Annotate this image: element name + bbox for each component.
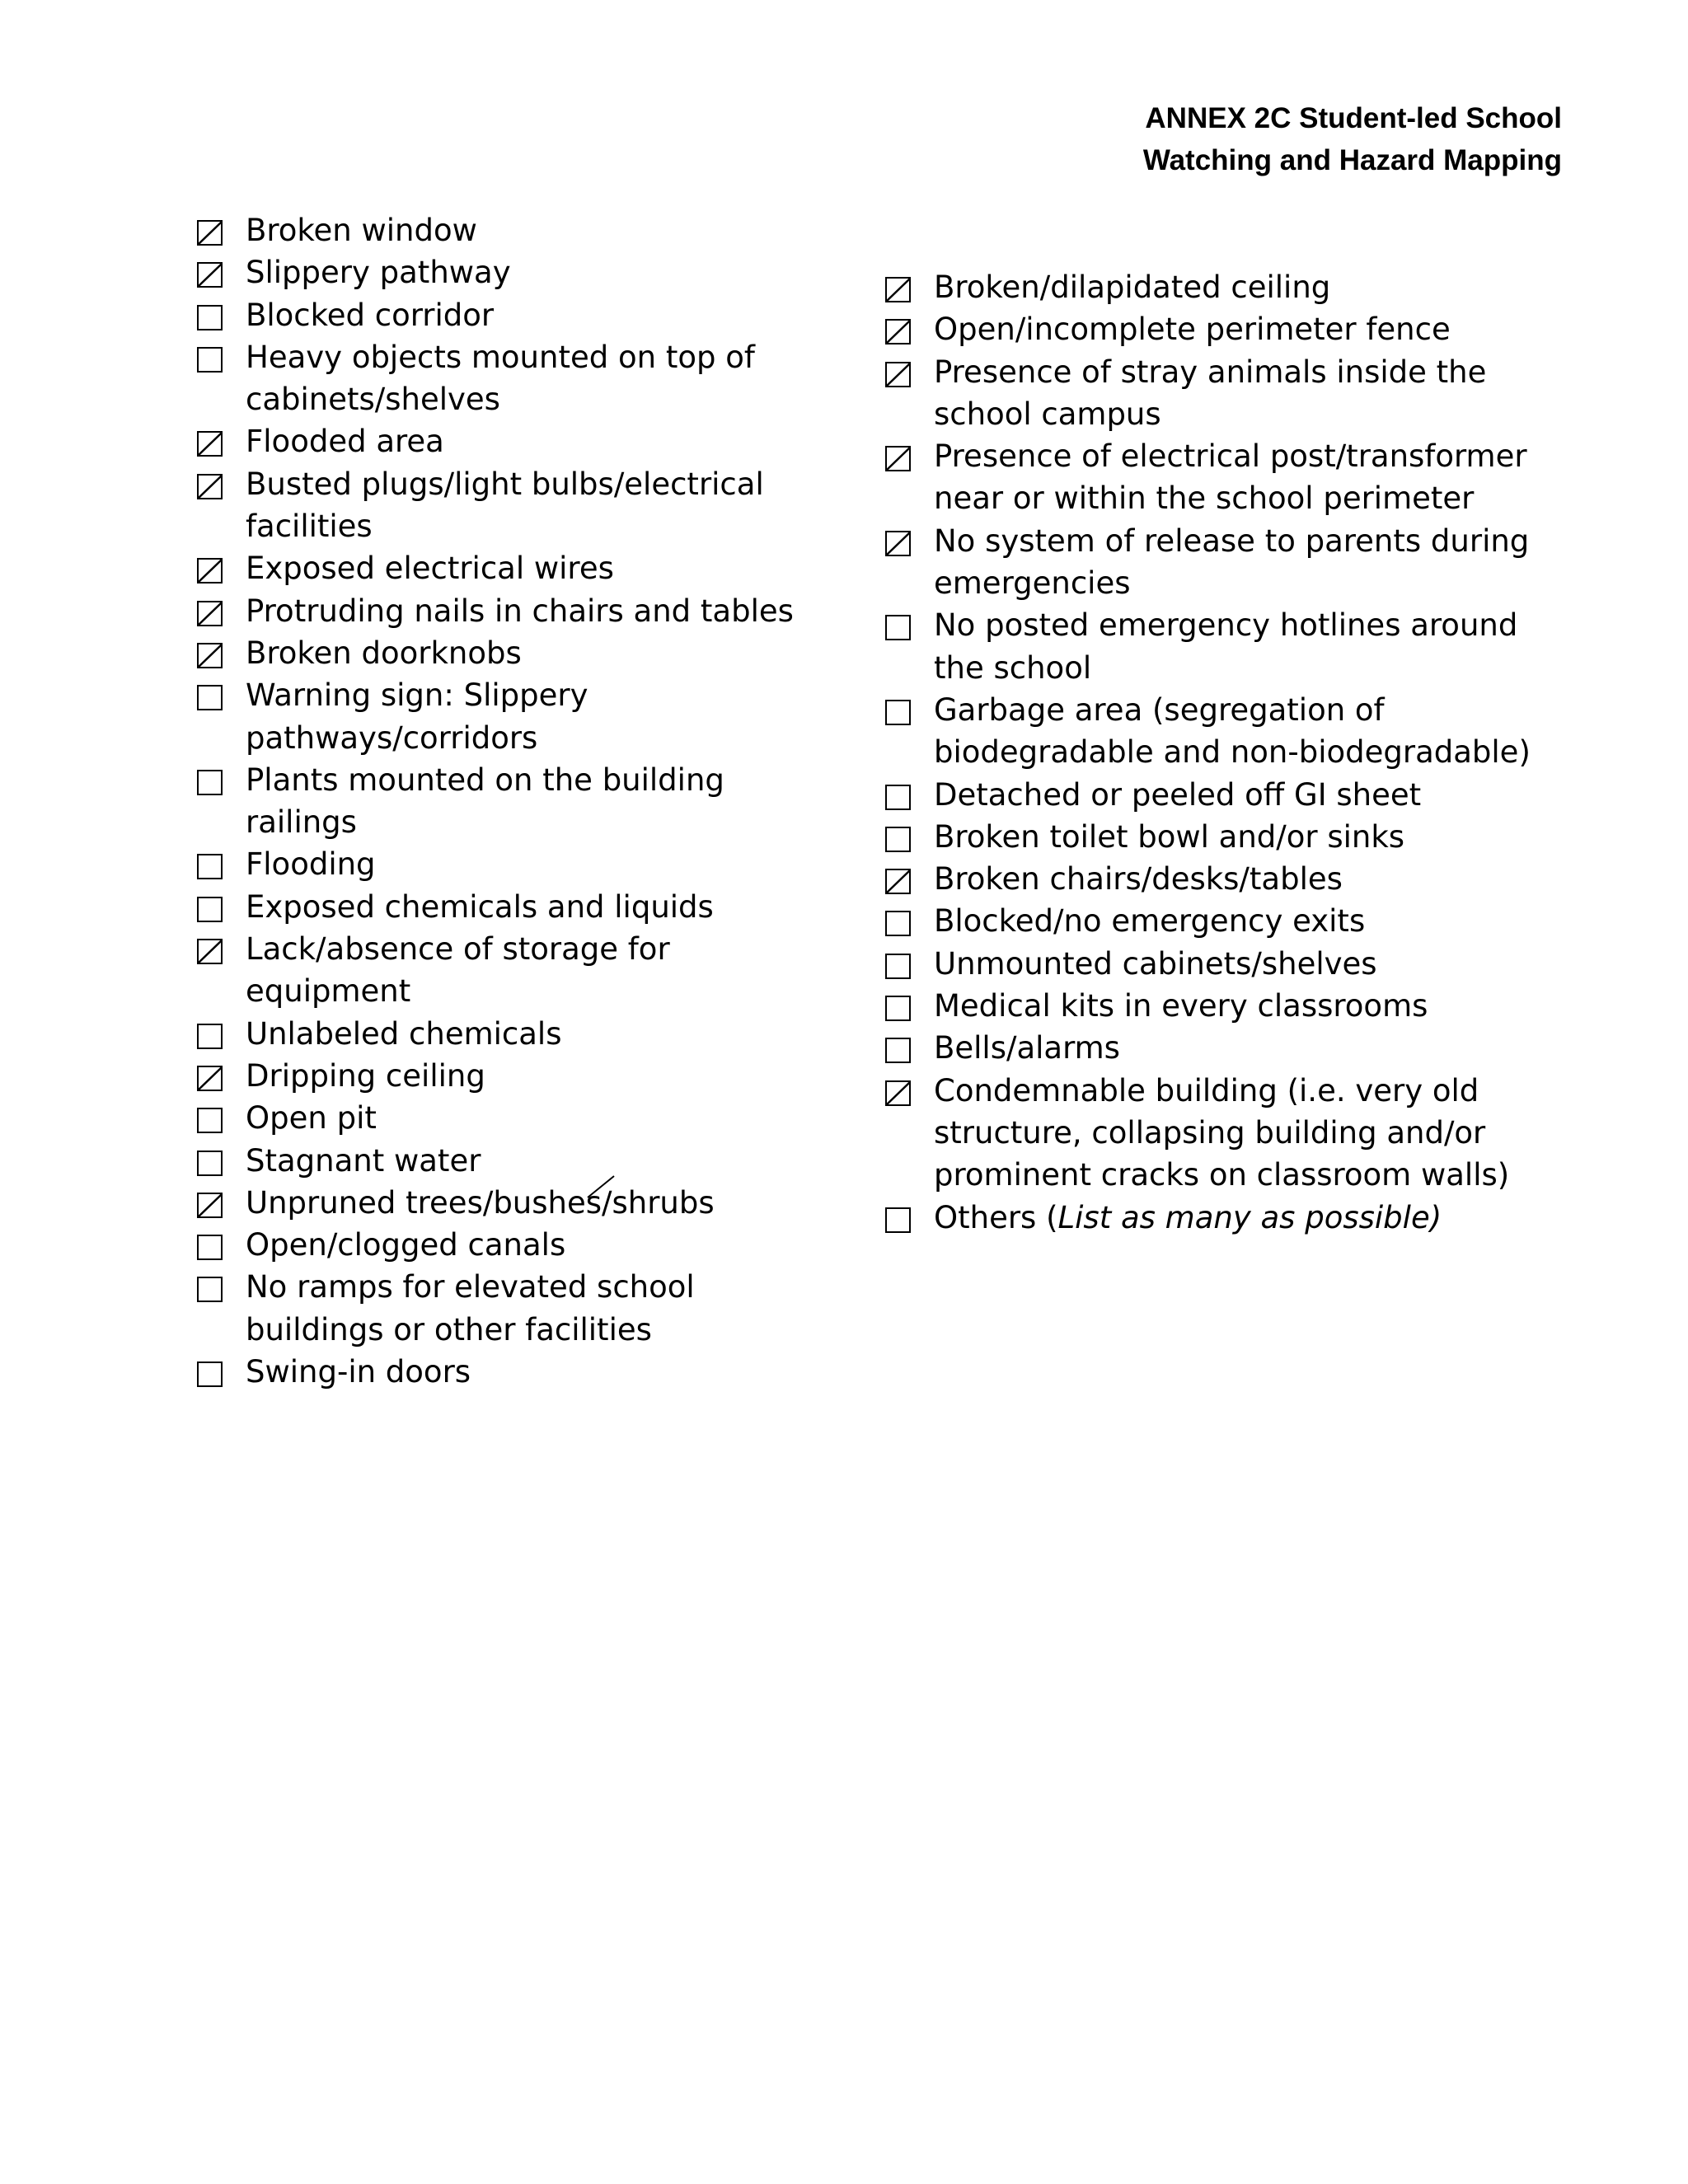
checklist-item-bells-alarms (884, 1027, 1559, 1069)
checklist-item-busted-plugs-light-bulbs-electrical-faci (195, 463, 838, 548)
empty-checkbox-icon[interactable] (197, 685, 223, 710)
empty-checkbox-icon[interactable] (885, 1207, 911, 1233)
checklist-item-label: Warning sign: Slippery pathways/corridors (246, 677, 588, 756)
header-line-2: Watching and Hazard Mapping (1142, 144, 1562, 176)
checklist-item-label: Unpruned trees/bushes/shrubs (246, 1184, 715, 1221)
check-slash-icon (196, 938, 223, 965)
checklist-item-garbage-area-segregation-of-biodegradabl (884, 689, 1559, 774)
check-slash-icon (884, 276, 912, 303)
checklist-item-unmounted-cabinets-shelves (884, 943, 1559, 985)
checklist-item-no-system-of-release-to-parents-during-e (884, 520, 1559, 605)
header-line-1: ANNEX 2C Student-led School (1145, 102, 1562, 134)
checklist-item-label: Stagnant water (246, 1142, 481, 1179)
checklist-item-condemnable-building-i-e-very-old-struct (884, 1070, 1559, 1197)
check-slash-icon (196, 642, 223, 669)
empty-checkbox-icon[interactable] (885, 785, 911, 810)
checklist-item-label-italic: List as many as possible) (1057, 1199, 1442, 1235)
checklist-item-blocked-corridor (195, 294, 838, 336)
checklist-item-no-ramps-for-elevated-school-buildings-o (195, 1266, 838, 1351)
checklist-item-detached-or-peeled-off-gi-sheet (884, 774, 1559, 816)
checked-checkbox-icon[interactable] (197, 431, 223, 457)
checklist-item-label: Presence of stray animals inside the school campus (934, 354, 1487, 432)
checklist-item-label: Condemnable building (i.e. very old structure, collapsing building and/or prominent cracks on classroom walls) (934, 1072, 1510, 1193)
checklist-item-label: Medical kits in every classrooms (934, 988, 1428, 1024)
checked-checkbox-icon[interactable] (197, 558, 223, 583)
empty-checkbox-icon[interactable] (197, 347, 223, 373)
checklist-item-label: Open pit (246, 1100, 377, 1137)
checklist-item-blocked-no-emergency-exits (884, 900, 1559, 942)
check-slash-icon (884, 530, 912, 557)
check-slash-icon (884, 445, 912, 472)
checklist-item-label: Presence of electrical post/transformer near or within the school perimeter (934, 438, 1527, 517)
checklist-item-label: Dripping ceiling (246, 1057, 485, 1094)
checklist-item-label: Plants mounted on the building railings (246, 762, 724, 841)
check-slash-icon (196, 1065, 223, 1092)
checked-checkbox-icon[interactable] (885, 1080, 911, 1106)
checklist-item-label: No system of release to parents during emergencies (934, 523, 1530, 602)
checklist-item-exposed-electrical-wires (195, 547, 838, 589)
check-slash-icon (884, 1080, 912, 1107)
checked-checkbox-icon[interactable] (197, 601, 223, 626)
checklist-item-stagnant-water (195, 1140, 838, 1182)
checklist-item-label: Busted plugs/light bulbs/electrical facilities (246, 466, 764, 545)
checklist-item-label: Exposed electrical wires (246, 551, 614, 587)
checked-checkbox-icon[interactable] (885, 362, 911, 387)
checklist-item-heavy-objects-mounted-on-top-of-cabinets (195, 336, 838, 421)
checklist-item-label: Broken doorknobs (246, 635, 522, 671)
stray-pen-mark (587, 1175, 615, 1198)
checked-checkbox-icon[interactable] (197, 939, 223, 964)
check-slash-icon (196, 600, 223, 627)
check-slash-icon (884, 868, 912, 895)
empty-checkbox-icon[interactable] (197, 1024, 223, 1049)
checklist-item-protruding-nails-in-chairs-and-tables (195, 590, 838, 632)
check-slash-icon (196, 1192, 223, 1219)
checklist-item-broken-window (195, 209, 838, 251)
empty-checkbox-icon[interactable] (885, 615, 911, 640)
checked-checkbox-icon[interactable] (197, 262, 223, 288)
check-slash-icon (196, 473, 223, 500)
checklist-item-label: Blocked corridor (246, 297, 495, 333)
checklist-item-label: Swing-in doors (246, 1354, 471, 1390)
checklist-item-broken-toilet-bowl-and-or-sinks (884, 816, 1559, 858)
empty-checkbox-icon[interactable] (885, 700, 911, 725)
empty-checkbox-icon[interactable] (197, 897, 223, 922)
check-slash-icon (884, 361, 912, 388)
checklist-item-flooded-area (195, 420, 838, 462)
checklist-item-broken-dilapidated-ceiling (884, 266, 1559, 308)
checklist-item-label: Flooded area (246, 424, 444, 460)
empty-checkbox-icon[interactable] (197, 1235, 223, 1260)
empty-checkbox-icon[interactable] (197, 1151, 223, 1176)
checked-checkbox-icon[interactable] (197, 220, 223, 246)
checklist-item-flooding (195, 843, 838, 885)
checklist-item-medical-kits-in-every-classrooms (884, 985, 1559, 1027)
checklist-item-label: Unlabeled chemicals (246, 1015, 562, 1052)
checklist-item-label: Bells/alarms (934, 1030, 1120, 1066)
check-slash-icon (884, 318, 912, 345)
empty-checkbox-icon[interactable] (197, 1361, 223, 1387)
checklist-item-label: Heavy objects mounted on top of cabinets/shelves (246, 339, 755, 418)
checklist-item-label: Broken window (246, 213, 477, 248)
empty-checkbox-icon[interactable] (885, 827, 911, 852)
empty-checkbox-icon[interactable] (197, 305, 223, 330)
checked-checkbox-icon[interactable] (885, 531, 911, 556)
empty-checkbox-icon[interactable] (885, 954, 911, 979)
hazard-checklist-left (195, 209, 838, 1393)
checklist-item-label: No ramps for elevated school buildings or other facilities (246, 1269, 695, 1347)
checklist-item-open-incomplete-perimeter-fence (884, 308, 1559, 350)
checklist-item-label: Flooding (246, 846, 376, 883)
checklist-item-label: Others ( (934, 1199, 1058, 1235)
checklist-item-open-clogged-canals (195, 1224, 838, 1266)
checklist-item-label: Exposed chemicals and liquids (246, 888, 714, 925)
checklist-item-label: Broken/dilapidated ceiling (934, 269, 1331, 305)
check-slash-icon (196, 261, 223, 288)
checklist-item-label: Open/incomplete perimeter fence (934, 312, 1451, 348)
checklist-item-swing-in-doors (195, 1351, 838, 1393)
checklist-item-presence-of-stray-animals-inside-the-sch (884, 351, 1559, 436)
checklist-item-label: Detached or peeled off GI sheet (934, 776, 1422, 813)
checked-checkbox-icon[interactable] (885, 319, 911, 344)
checked-checkbox-icon[interactable] (197, 643, 223, 668)
checklist-item-label: Garbage area (segregation of biodegradable and non-biodegradable) (934, 691, 1531, 771)
checked-checkbox-icon[interactable] (197, 474, 223, 499)
checklist-item-label: Lack/absence of storage for equipment (246, 931, 670, 1010)
empty-checkbox-icon[interactable] (885, 911, 911, 936)
checklist-item-lack-absence-of-storage-for-equipment (195, 928, 838, 1013)
checklist-item-label: Protruding nails in chairs and tables (246, 593, 794, 629)
checklist-item-label: Slippery pathway (246, 255, 511, 291)
checklist-item-presence-of-electrical-post-transformer- (884, 435, 1559, 520)
hazard-checklist-right (884, 266, 1559, 1239)
checklist-item-plants-mounted-on-the-building-railings (195, 759, 838, 844)
checklist-item-label: Broken toilet bowl and/or sinks (934, 818, 1405, 855)
checked-checkbox-icon[interactable] (885, 446, 911, 471)
empty-checkbox-icon[interactable] (197, 1277, 223, 1302)
check-slash-icon (196, 557, 223, 584)
checklist-item-slippery-pathway (195, 251, 838, 293)
empty-checkbox-icon[interactable] (885, 996, 911, 1021)
checklist-item-label: Open/clogged canals (246, 1227, 566, 1263)
checklist-item-broken-chairs-desks-tables (884, 858, 1559, 900)
checklist-item-label: No posted emergency hotlines around the school (934, 607, 1518, 686)
checklist-item-no-posted-emergency-hotlines-around-the- (884, 604, 1559, 689)
checklist-item-broken-doorknobs (195, 632, 838, 674)
document-header (1143, 97, 1562, 181)
checklist-item-unpruned-trees-bushes-shrubs (195, 1182, 838, 1224)
checklist-item-warning-sign-slippery-pathways-corridors (195, 674, 838, 759)
checklist-item-label: Broken chairs/desks/tables (934, 861, 1343, 898)
empty-checkbox-icon[interactable] (885, 1038, 911, 1063)
checked-checkbox-icon[interactable] (197, 1193, 223, 1218)
checklist-item-others (884, 1197, 1559, 1239)
empty-checkbox-icon[interactable] (197, 854, 223, 879)
check-slash-icon (196, 219, 223, 246)
checklist-item-label: Unmounted cabinets/shelves (934, 945, 1377, 982)
checklist-item-label: Blocked/no emergency exits (934, 903, 1366, 940)
checklist-item-dripping-ceiling (195, 1055, 838, 1097)
checklist-item-unlabeled-chemicals (195, 1013, 838, 1055)
checked-checkbox-icon[interactable] (885, 277, 911, 302)
checked-checkbox-icon[interactable] (885, 869, 911, 894)
empty-checkbox-icon[interactable] (197, 1108, 223, 1133)
checklist-item-open-pit (195, 1097, 838, 1139)
checklist-item-exposed-chemicals-and-liquids (195, 886, 838, 928)
check-slash-icon (196, 430, 223, 457)
checked-checkbox-icon[interactable] (197, 1066, 223, 1091)
empty-checkbox-icon[interactable] (197, 770, 223, 795)
